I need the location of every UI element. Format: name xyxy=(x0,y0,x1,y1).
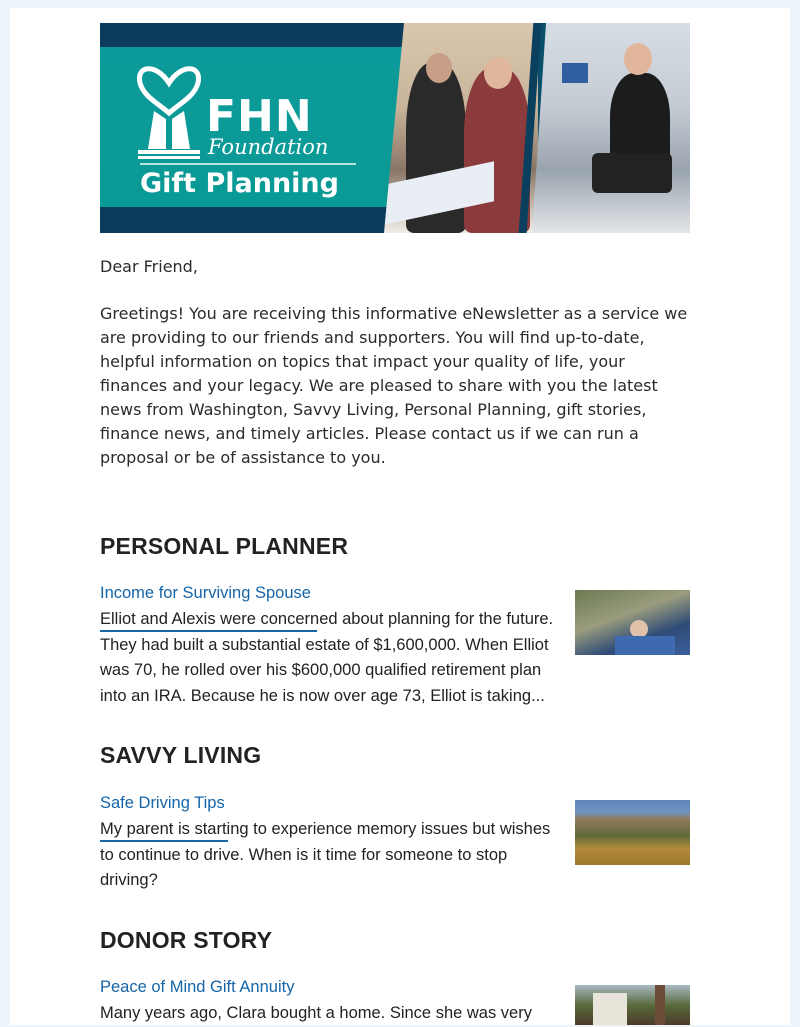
greeting: Dear Friend, xyxy=(100,257,198,276)
hero-photo-clinician xyxy=(532,23,690,233)
article-thumbnail-grandparent[interactable] xyxy=(575,590,690,655)
article-summary-peace-of-mind-gift-annuity: Many years ago, Clara bought a home. Since she was very xyxy=(100,1004,532,1022)
hero-banner xyxy=(100,23,690,233)
article-summary-income-surviving-spouse: Elliot and Alexis were concerned about planning for the future. They had built a substantial estate of $1,600,000. When Elliot was 70, he rolled over his $600,000 qualified retirement plan into an IRA. Because he is now over age 73, Elliot is taking... xyxy=(100,610,554,705)
brand-subtitle: Foundation xyxy=(208,135,329,159)
article-link-income-surviving-spouse[interactable]: Income for Surviving Spouse xyxy=(100,584,311,602)
banner-title: Gift Planning xyxy=(140,168,339,199)
fhn-logo-icon xyxy=(136,53,202,159)
intro-paragraph: Greetings! You are receiving this informative eNewsletter as a service we are providing to our friends and supporters. You will find up-to-date, helpful information on topics that impact your quality of life, your finances and your legacy. We are pleased to share with you the latest news from Washington, Savvy Living, Personal Planning, gift stories, finance news, and timely articles. Please contact us if we can run a proposal or be of assistance to you. xyxy=(100,304,688,467)
article-link-peace-of-mind-gift-annuity[interactable]: Peace of Mind Gift Annuity xyxy=(100,978,295,996)
article-thumbnail-landscape[interactable] xyxy=(575,800,690,865)
section-title-savvy-living: SAVVY LIVING xyxy=(100,742,262,768)
section-title-donor-story: DONOR STORY xyxy=(100,927,273,953)
article-link-safe-driving-tips[interactable]: Safe Driving Tips xyxy=(100,794,225,812)
article-summary-safe-driving-tips: My parent is starting to experience memory issues but wishes to continue to drive. When is it time for someone to stop driving? xyxy=(100,820,551,889)
brand-name: FHN xyxy=(206,91,313,142)
hero-photo-nurses xyxy=(384,23,538,233)
article-thumbnail-home[interactable] xyxy=(575,985,690,1025)
brand-panel xyxy=(100,23,404,233)
section-title-personal-planner: PERSONAL PLANNER xyxy=(100,533,349,559)
brand-divider xyxy=(140,163,356,165)
